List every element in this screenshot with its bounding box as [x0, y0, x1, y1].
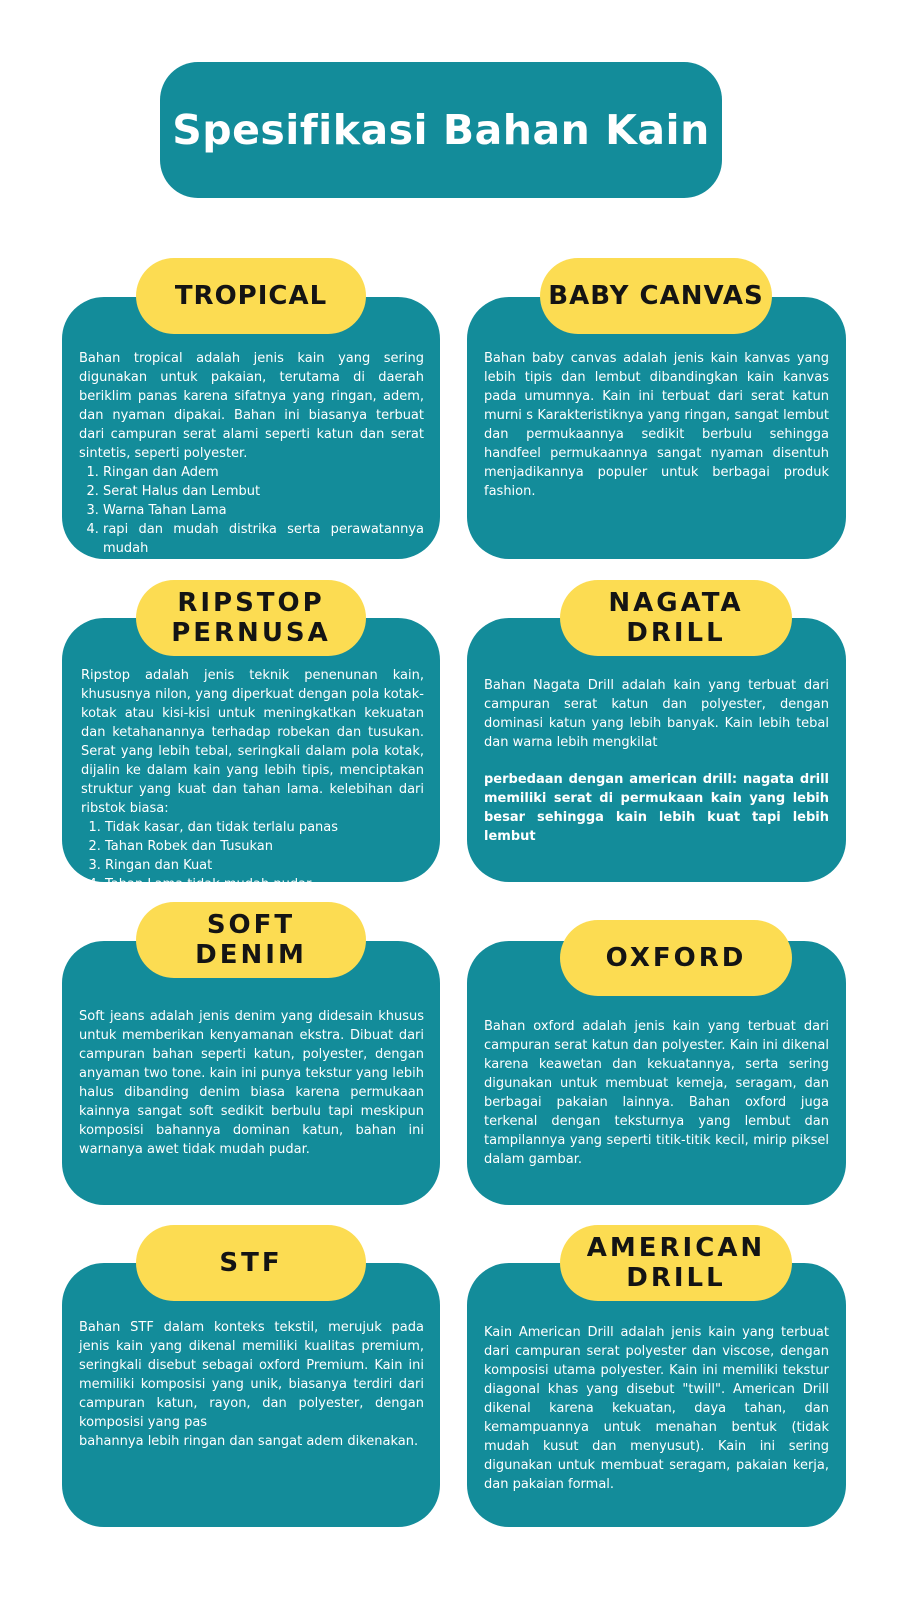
title-banner: [160, 62, 722, 198]
card-text: Bahan oxford adalah jenis kain yang terbuat dari campuran serat katun dan polyester. Kain ini dikenal karena keawetan dan kekuatannya, serta sering digunakan untuk membuat kemeja, seragam, dan berbagai pakaian lainnya. Bahan oxford juga terkenal dengan teksturnya yang lembut dan tampilannya yang seperti titik-titik kecil, mirip piksel dalam gambar.: [484, 1019, 829, 1167]
label-text-line2: PERNUSA: [171, 618, 331, 648]
feature-list: [79, 463, 424, 558]
label-stf: [136, 1225, 366, 1301]
label-text: STF: [219, 1248, 283, 1278]
card-baby-canvas: [467, 297, 846, 559]
list-item: 4. rapi dan mudah distrika serta perawatannya mudah: [103, 520, 424, 558]
card-text: Bahan Nagata Drill adalah kain yang terbuat dari campuran serat katun dan polyester, dengan dominasi katun yang lebih banyak. Kain lebih tebal dan warna lebih mengkilat: [484, 678, 829, 750]
list-item: 1. Ringan dan Adem: [103, 463, 424, 482]
label-text-line2: DENIM: [195, 940, 307, 970]
feature-list: [81, 818, 424, 894]
label-nagata-drill: [560, 580, 792, 656]
label-text-line2: DRILL: [626, 1263, 726, 1293]
card-text: Kain American Drill adalah jenis kain yang terbuat dari campuran serat polyester dan viscose, dengan komposisi utama polyester. Kain ini memiliki tekstur diagonal khas yang disebut "twill". American Drill dikenal karena kekuatan, daya tahan, dan kemampuannya untuk menahan bentuk (tidak mudah kusut dan menyusut). Kain ini sering digunakan untuk membuat seragam, pakaian kerja, dan pakaian formal.: [484, 1325, 829, 1492]
label-text: TROPICAL: [174, 281, 328, 311]
card-ripstop-pernusa: [62, 618, 440, 892]
label-text-line2: DRILL: [626, 618, 726, 648]
label-soft-denim: [136, 902, 366, 978]
page-title: Spesifikasi Bahan Kain: [172, 106, 710, 154]
card-text: Bahan tropical adalah jenis kain yang sering digunakan untuk pakaian, terutama di daerah beriklim panas karena sifatnya yang ringan, adem, dan nyaman dipakai. Bahan ini biasanya terbuat dari campuran serat alami seperti katun dan serat sintetis, seperti polyester.: [79, 351, 424, 461]
label-ripstop-pernusa: [136, 580, 366, 656]
label-oxford: [560, 920, 792, 996]
card-text: Soft jeans adalah jenis denim yang didesain khusus untuk memberikan kenyamanan ekstra. Dibuat dari campuran bahan seperti katun, polyester, dengan anyaman two tone. kain ini punya tekstur yang lebih halus dibanding denim biasa karena permukaan kainnya sangat soft sedikit berbulu tapi meskipun komposisi bahannya dominan katun, bahan ini warnanya awet tidak mudah pudar.: [79, 1009, 424, 1157]
card-stf: [62, 1263, 440, 1527]
label-text: BABY CANVAS: [548, 281, 764, 311]
label-text-line1: SOFT: [206, 910, 296, 940]
label-baby-canvas: [540, 258, 772, 334]
list-item: 4. Tahan Lama tidak mudah pudar.: [105, 875, 424, 894]
list-item: 3. Ringan dan Kuat: [105, 856, 424, 875]
card-nagata-drill: [467, 618, 846, 882]
card-text: Bahan baby canvas adalah jenis kain kanvas yang lebih tipis dan lembut dibandingkan kain kanvas pada umumnya. Kain ini terbuat dari serat katun murni s Karakteristiknya yang ringan, sangat lembut dan permukaannya sedikit berbulu sehingga handfeel permukaannya sangat nyaman disentuh menjadikannya populer untuk berbagai produk fashion.: [484, 351, 829, 499]
card-soft-denim: [62, 941, 440, 1205]
list-item: 2. Serat Halus dan Lembut: [103, 482, 424, 501]
list-item: 1. Tidak kasar, dan tidak terlalu panas: [105, 818, 424, 837]
label-american-drill: [560, 1225, 792, 1301]
list-item: 3. Warna Tahan Lama: [103, 501, 424, 520]
label-text-line1: NAGATA: [608, 588, 744, 618]
card-tropical: [62, 297, 440, 559]
card-text: Bahan STF dalam konteks tekstil, merujuk pada jenis kain yang dikenal memiliki kualitas premium, seringkali disebut sebagai oxford Premium. Kain ini memiliki komposisi yang unik, biasanya terdiri dari campuran katun, rayon, dan polyester, dengan komposisi yang pas: [79, 1320, 424, 1430]
card-american-drill: [467, 1263, 846, 1527]
card-text-2: bahannya lebih ringan dan sangat adem dikenakan.: [79, 1434, 419, 1449]
label-text: OXFORD: [605, 943, 747, 973]
card-bold-note: perbedaan dengan american drill: nagata drill memiliki serat di permukaan kain yang lebih besar sehingga kain lebih kuat tapi lebih lembut: [484, 772, 829, 844]
list-item: 2. Tahan Robek dan Tusukan: [105, 837, 424, 856]
label-text-line1: RIPSTOP: [177, 588, 325, 618]
label-text-line1: AMERICAN: [586, 1233, 766, 1263]
card-text: Ripstop adalah jenis teknik penenunan kain, khususnya nilon, yang diperkuat dengan pola kotak-kotak atau kisi-kisi untuk meningkatkan kekuatan dan ketahanannya terhadap robekan dan tusukan. Serat yang lebih tebal, seringkali dalam pola kotak, dijalin ke dalam kain yang lebih tipis, menciptakan struktur yang kuat dan tahan lama. kelebihan dari ribstok biasa:: [81, 668, 424, 816]
label-tropical: [136, 258, 366, 334]
